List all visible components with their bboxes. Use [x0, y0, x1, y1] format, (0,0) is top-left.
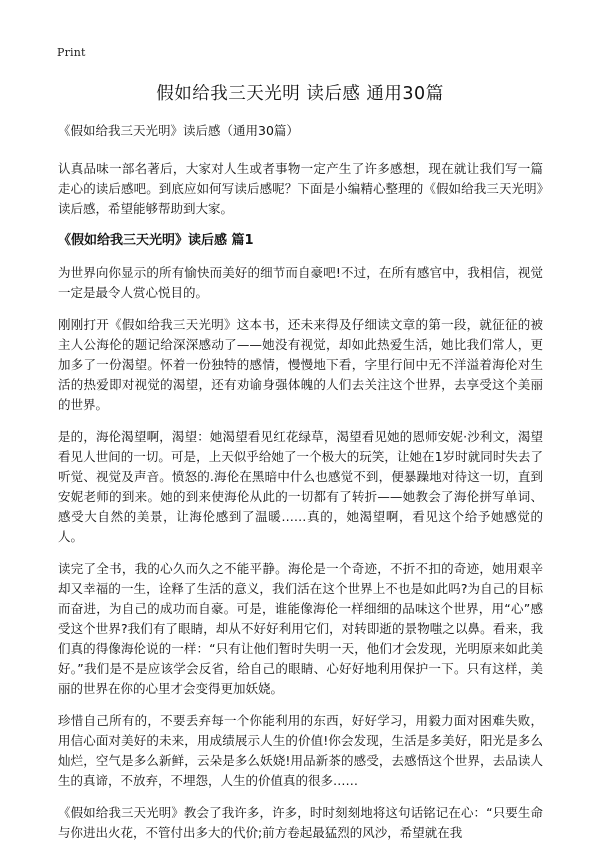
body-paragraph: 读完了全书，我的心久而久之不能平静。海伦是一个奇迹，不折不扣的奇迹，她用艰辛却又幸福的一生，诠释了生活的意义，我们活在这个世界上不也是如此吗?为自己的目标而奋进，为自己的成功而自豪。可是，谁能像海伦一样细细的品味这个世界，用“心”感受这个世界?我们有了眼睛，却从不好好利用它们，对转即逝的景物嗤之以鼻。看来，我们真的得像海伦说的一样：“只有让他们暂时失明一天，他们才会发现，光明原来如此美好。”我们是不是应该学会反省，给自己的眼睛、心好好地利用保护一下。只有这样，美丽的世界在你的心里才会变得更加妖娆。	[58, 561, 543, 696]
body-paragraph: 刚刚打开《假如给我三天光明》这本书，还未来得及仔细读文章的第一段，就征征的被主人公海伦的题记给深深感动了——她没有视觉，却如此热爱生活，她比我们常人，更加多了一份渴望。怀着一份独特的感情，慢慢地下看，字里行间中无不洋溢着海伦对生活的热爱即对视觉的渴望，还有劝谕身强体魄的人们去关注这个世界，去享受这个美丽的世界。	[58, 317, 543, 412]
section-heading: 《假如给我三天光明》读后感 篇1	[58, 233, 254, 248]
body-paragraph: 《假如给我三天光明》教会了我许多，许多，时时刻刻地将这句话铭记在心：“只要生命与你进出火花，不管付出多大的代价;前方卷起最猛烈的风沙，希望就在我	[58, 805, 543, 840]
page-title: 假如给我三天光明 读后感 通用30篇	[156, 84, 444, 104]
body-paragraph: 珍惜自己所有的，不要丢弃每一个你能利用的东西，好好学习，用毅力面对困难失败，用信心面对美好的未来，用成绩展示人生的价值!你会发现，生活是多美好，阳光是多么灿烂，空气是多么新鲜，云朵是多么妖娆!用品新茶的感受，去感悟这个世界，去品读人生的真谛，不放弃，不埋怨，人生的价值真的很多……	[58, 713, 543, 788]
print-link[interactable]: Print	[57, 46, 86, 59]
body-paragraph: 是的，海伦渴望啊，渴望：她渴望看见红花绿草，渴望看见她的恩师安妮·沙利文，渴望看见人世间的一切。可是，上天似乎给她了一个极大的玩笑，让她在1岁时就同时失去了听觉、视觉及声音。愤怒的.海伦在黑暗中什么也感觉不到，便暴躁地对待这一切，直到安妮老师的到来。她的到来使海伦从此的一切都有了转折——她教会了海伦拼写单词、感受大自然的美景，让海伦感到了温暖……真的，她渴望啊，看见这个给予她感觉的人。	[58, 429, 543, 544]
intro-paragraph: 认真品味一部名著后，大家对人生或者事物一定产生了许多感想，现在就让我们写一篇走心的读后感吧。到底应如何写读后感呢？下面是小编精心整理的《假如给我三天光明》读后感，希望能够帮助到大家。	[58, 161, 543, 216]
article-body	[58, 121, 543, 855]
body-paragraph: 为世界向你显示的所有愉快而美好的细节而自豪吧!不过，在所有感官中，我相信，视觉一定是最令人赏心悦目的。	[58, 265, 543, 300]
article-subtitle: 《假如给我三天光明》读后感（通用30篇）	[58, 123, 299, 138]
